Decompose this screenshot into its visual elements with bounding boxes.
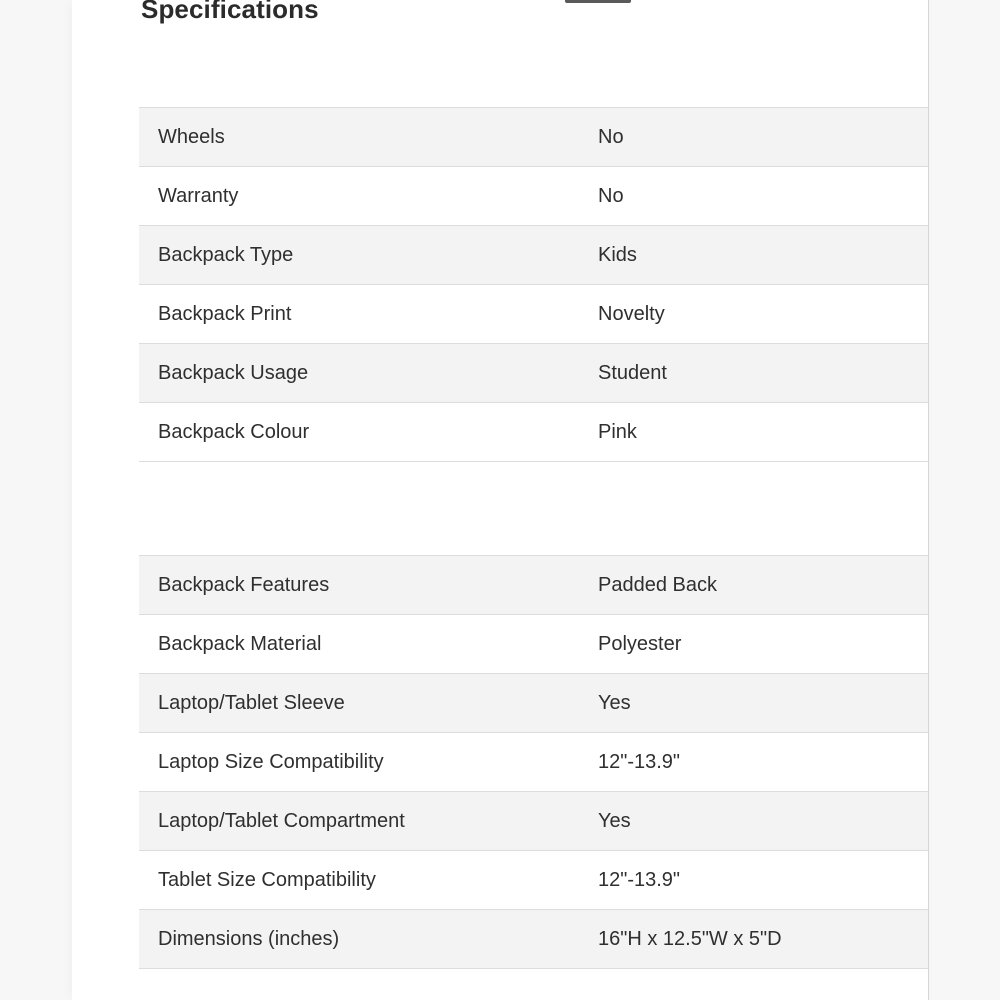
table-row [139,792,928,851]
spec-value: No [598,125,624,148]
spec-value: No [598,184,624,207]
table-row [139,733,928,792]
spec-value: Yes [598,809,631,832]
spec-label: Wheels [158,125,225,148]
spec-value: Padded Back [598,573,717,596]
spec-label: Backpack Material [158,632,322,655]
spec-label: Backpack Print [158,302,292,325]
spec-label: Backpack Usage [158,361,309,384]
table-row [139,167,928,226]
spec-value: Pink [598,420,637,443]
spec-value: Student [598,361,667,384]
spec-label: Laptop Size Compatibility [158,750,384,773]
table-row [139,851,928,910]
spec-label: Warranty [158,184,239,207]
spec-value: 16"H x 12.5"W x 5"D [598,927,782,950]
specifications-table-features [139,555,928,969]
spec-label: Laptop/Tablet Compartment [158,809,405,832]
specifications-heading: Specifications [141,0,319,24]
table-row [139,344,928,403]
spec-value: Kids [598,243,637,266]
spec-value: 12"-13.9" [598,868,681,891]
table-row [139,226,928,285]
spec-label: Backpack Type [158,243,294,266]
spec-label: Laptop/Tablet Sleeve [158,691,345,714]
spec-value: Novelty [598,302,665,325]
table-row [139,285,928,344]
spec-value: Yes [598,691,631,714]
spec-label: Tablet Size Compatibility [158,868,376,891]
table-row [139,674,928,733]
table-row [139,403,928,462]
spec-value: 12"-13.9" [598,750,681,773]
active-tab-indicator [565,0,631,3]
table-row [139,556,928,615]
spec-label: Backpack Colour [158,420,310,443]
spec-value: Polyester [598,632,682,655]
table-row [139,108,928,167]
product-details-panel [72,0,929,1000]
table-row [139,615,928,674]
spec-label: Backpack Features [158,573,330,596]
table-row [139,910,928,969]
spec-label: Dimensions (inches) [158,927,340,950]
specifications-table-general [139,107,928,462]
